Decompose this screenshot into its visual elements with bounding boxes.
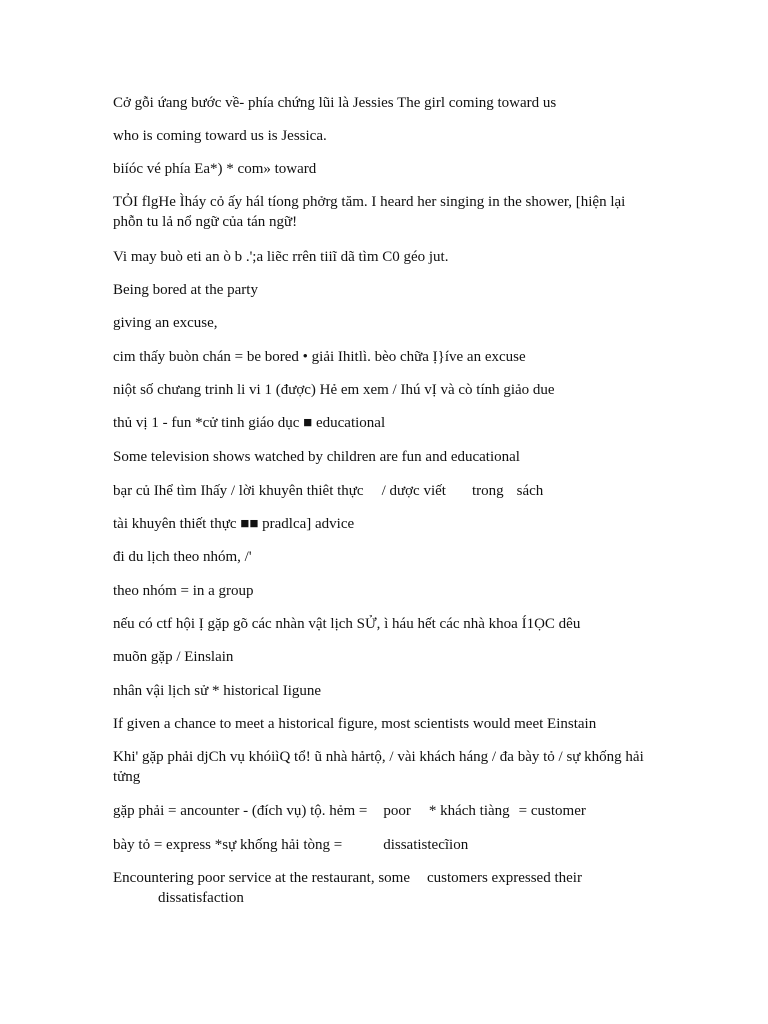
text-line-9: niột số chưang trinh li vi 1 (được) Hẻ em xem / Ihú vỊ và cò tính giảo due xyxy=(113,382,555,398)
text-segment: trong xyxy=(471,483,504,499)
text-line-11: Some television shows watched by children are fun and educational xyxy=(113,449,520,465)
text-line-7: giving an excuse, xyxy=(113,315,218,331)
text-line-24: dissatisfaction xyxy=(158,890,244,906)
text-line-19: If given a chance to meet a historical figure, most scientists would meet Einstain xyxy=(113,716,597,732)
text-line-17: muõn gặp / Einslain xyxy=(113,649,234,665)
text-segment: / dược viết xyxy=(381,483,446,499)
text-line-10: thủ vị 1 - fun *cử tinh giáo dục ■ educational xyxy=(113,415,386,431)
text-segment: dissatistecĩion xyxy=(383,837,469,853)
text-line-4: TỎI flgHe Ìháy cỏ ấy hál tíong phởrg tăm. I heard her singing in the shower, [hiện lại phỗn tu lả nổ ngữ của tán ngữ! xyxy=(113,194,626,230)
text-line-23 xyxy=(113,868,658,888)
text-line-20: Khi' gặp phải djCh vụ khóiìQ tổ! ũ nhà hảrtộ, / vài khách háng / đa bày tỏ / sự khống hải tửng xyxy=(113,749,644,785)
text-line-14: đi du lịch theo nhóm, /' xyxy=(113,549,252,565)
text-line-2: who is coming toward us is Jessica. xyxy=(113,128,327,144)
text-line-16: nếu có ctf hội Ị gặp gõ các nhàn vật lịch SỬ, ì háu hết các nhà khoa Í1ỌC dêu xyxy=(113,616,581,632)
text-segment: customers expressed their xyxy=(426,870,582,886)
text-segment: gặp phải = ancounter - (đích vụ) tộ. hẻm = xyxy=(113,803,368,819)
text-line-18: nhân vậi lịch sử * historical Iigune xyxy=(113,683,322,699)
text-line-6: Being bored at the party xyxy=(113,282,258,298)
text-segment: Encountering poor service at the restaurant, some xyxy=(113,870,410,886)
text-line-1: Cở gỗi ứang bước về- phía chứng lũi là Jessies The girl coming toward us xyxy=(113,95,557,111)
text-line-13: tài khuyên thiết thực ■■ pradlca] advice xyxy=(113,516,355,532)
text-line-8: cim thấy buòn chán = be bored • giải Ihitlì. bèo chữa Ị}íve an excuse xyxy=(113,349,526,365)
text-segment: poor xyxy=(383,803,411,819)
text-line-15: theo nhóm = in a group xyxy=(113,583,254,599)
text-line-3: biíóc vé phía Ea*) * com» toward xyxy=(113,161,317,177)
text-line-21 xyxy=(113,801,658,821)
text-segment: = customer xyxy=(518,803,586,819)
text-line-5: Vi may buò eti an ò b .';a liẽc rrên tiiĩ dã tìm C0 géo jut. xyxy=(113,249,449,265)
text-line-12 xyxy=(113,481,658,501)
text-line-22 xyxy=(113,835,658,855)
text-segment: bày tỏ = express *sự khống hải tòng = xyxy=(113,837,343,853)
text-segment: * khách tiàng xyxy=(428,803,510,819)
text-segment: bạr củ Ihể tìm Ihấy / lời khuyên thiêt thực xyxy=(113,483,364,499)
text-segment: sách xyxy=(516,483,544,499)
